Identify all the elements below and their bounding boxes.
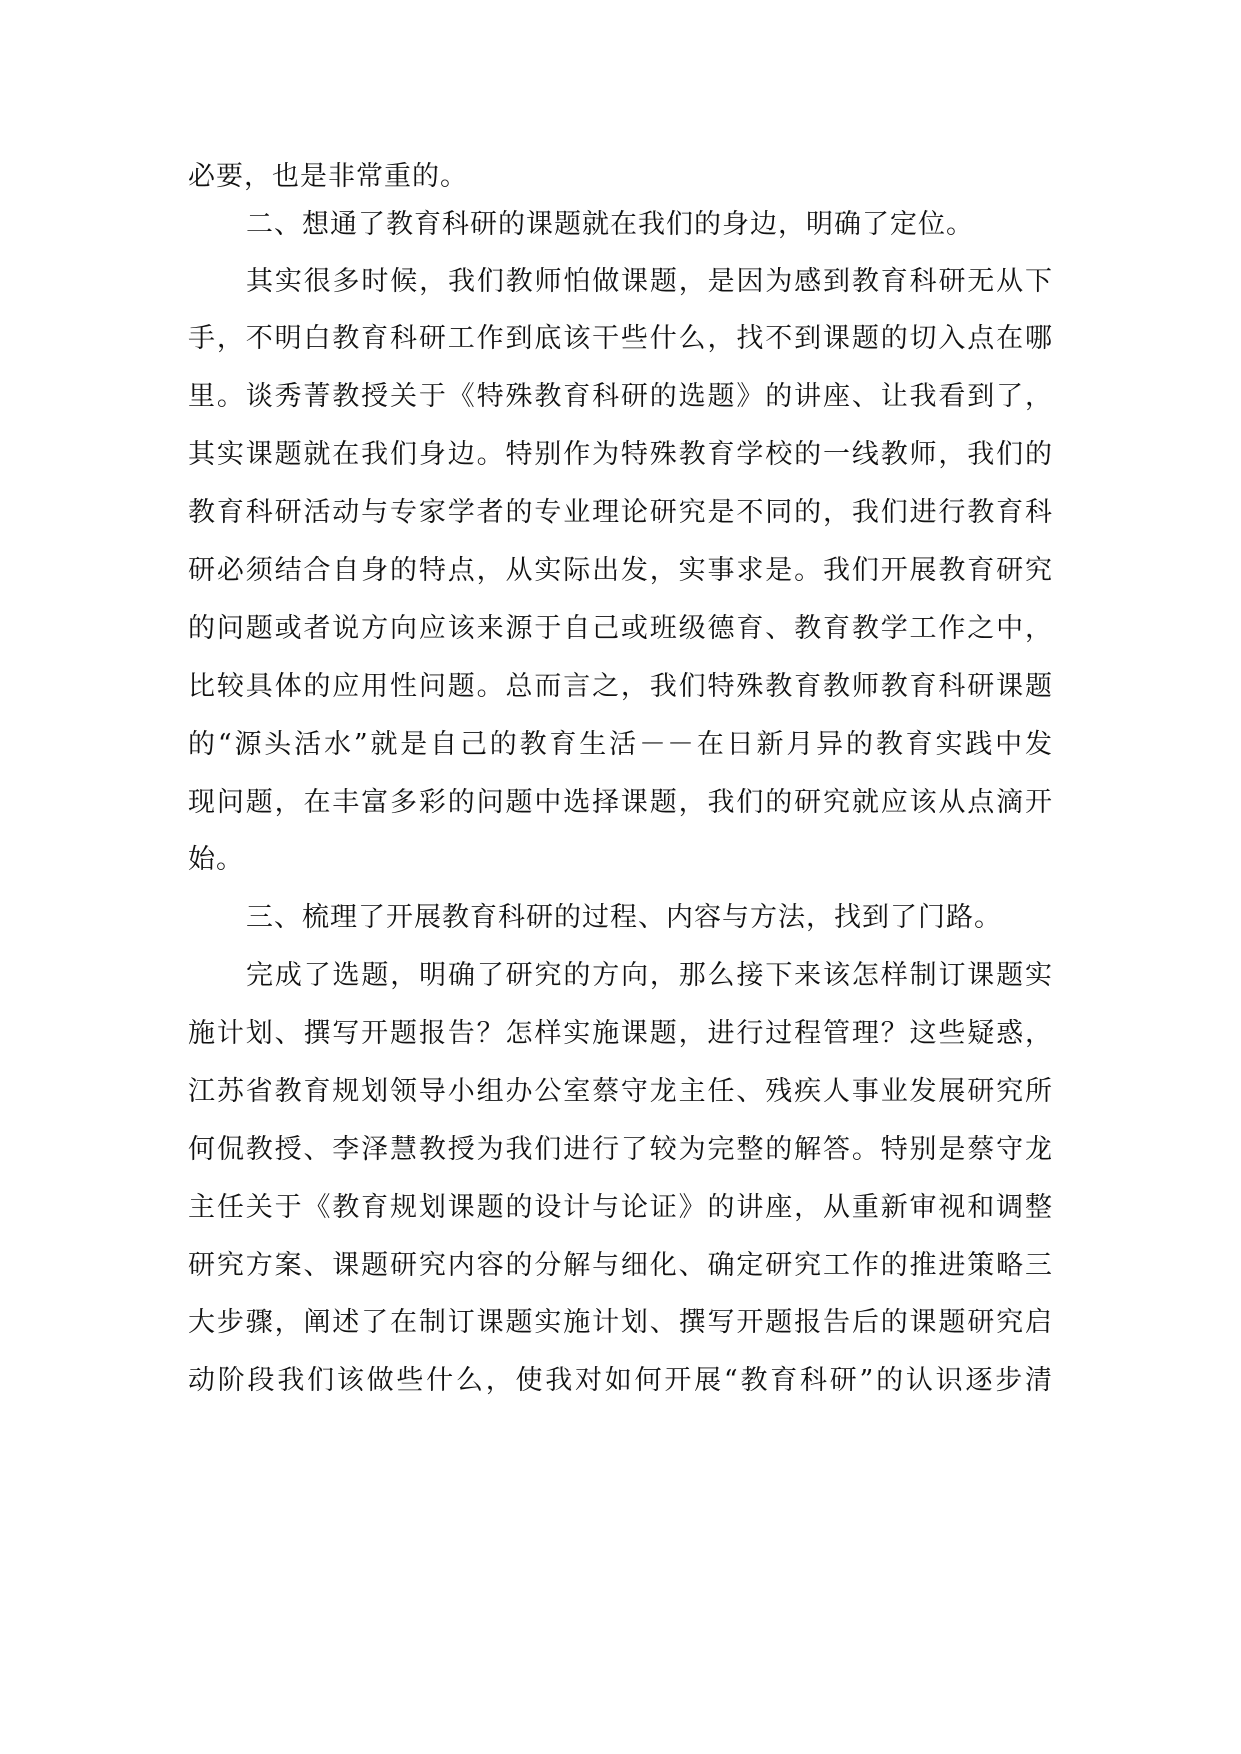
text-line: 教育科研活动与专家学者的专业理论研究是不同的，我们进行教育科	[188, 497, 1053, 528]
text-line: 的“源头活水”就是自己的教育生活－－在日新月异的教育实践中发	[188, 729, 1053, 760]
text-line: 江苏省教育规划领导小组办公室蔡守龙主任、残疾人事业发展研究所	[188, 1076, 1053, 1107]
text-line: 动阶段我们该做些什么，使我对如何开展“教育科研”的认识逐步清	[188, 1365, 1053, 1396]
text-line: 主任关于《教育规划课题的设计与论证》的讲座，从重新审视和调整	[188, 1192, 1053, 1223]
text-line: 始。	[188, 844, 244, 875]
text-line: 其实课题就在我们身边。特别作为特殊教育学校的一线教师，我们的	[188, 439, 1053, 470]
text-line: 研必须结合自身的特点，从实际出发，实事求是。我们开展教育研究	[188, 555, 1053, 586]
text-line: 里。谈秀菁教授关于《特殊教育科研的选题》的讲座、让我看到了，	[188, 381, 1053, 412]
text-line: 其实很多时候，我们教师怕做课题，是因为感到教育科研无从下	[246, 266, 1053, 297]
text-line: 手，不明白教育科研工作到底该干些什么，找不到课题的切入点在哪	[188, 323, 1053, 354]
text-line: 何侃教授、李泽慧教授为我们进行了较为完整的解答。特别是蔡守龙	[188, 1134, 1053, 1165]
text-line: 施计划、撰写开题报告？怎样实施课题，进行过程管理？这些疑惑，	[188, 1018, 1053, 1049]
text-line: 研究方案、课题研究内容的分解与细化、确定研究工作的推进策略三	[188, 1250, 1053, 1281]
text-line: 必要，也是非常重的。	[188, 161, 468, 192]
text-line: 比较具体的应用性问题。总而言之，我们特殊教育教师教育科研课题	[188, 671, 1053, 702]
section-heading: 三、梳理了开展教育科研的过程、内容与方法，找到了门路。	[246, 902, 1002, 933]
text-line: 现问题，在丰富多彩的问题中选择课题，我们的研究就应该从点滴开	[188, 787, 1053, 818]
text-line: 完成了选题，明确了研究的方向，那么接下来该怎样制订课题实	[246, 960, 1053, 991]
text-line: 的问题或者说方向应该来源于自己或班级德育、教育教学工作之中，	[188, 613, 1053, 644]
section-heading: 二、想通了教育科研的课题就在我们的身边，明确了定位。	[246, 209, 974, 240]
text-line: 大步骤，阐述了在制订课题实施计划、撰写开题报告后的课题研究启	[188, 1307, 1053, 1338]
